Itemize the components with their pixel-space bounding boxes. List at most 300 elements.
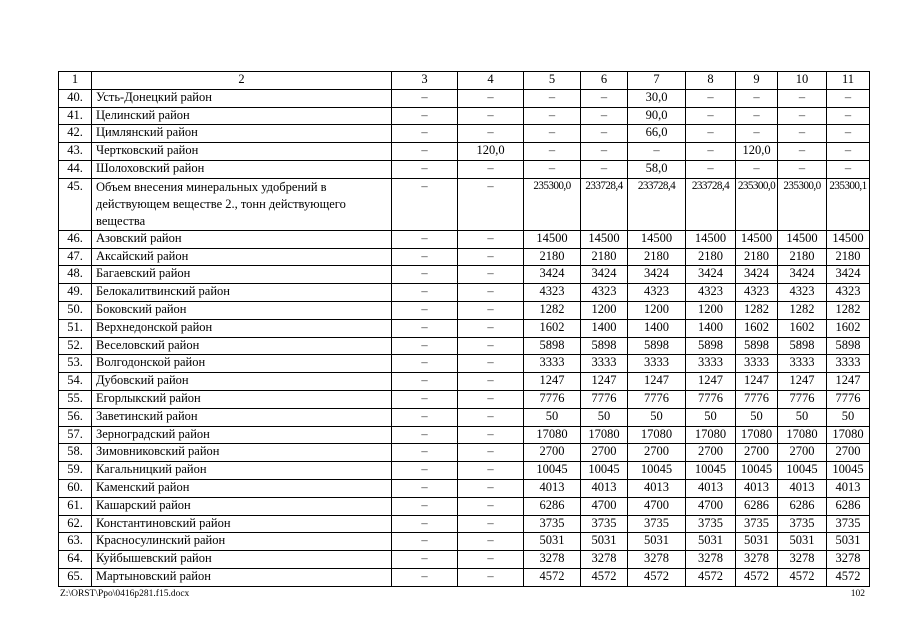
value-cell: 3333 — [736, 355, 778, 373]
value-cell: – — [392, 444, 458, 462]
value-cell: – — [458, 568, 524, 586]
value-cell: – — [392, 107, 458, 125]
value-cell: – — [392, 160, 458, 178]
table-row — [59, 301, 870, 319]
district-name: Веселовский район — [92, 337, 392, 355]
value-cell: 5031 — [686, 533, 736, 551]
row-number: 42. — [59, 125, 92, 143]
value-cell: 2180 — [581, 248, 628, 266]
row-number: 62. — [59, 515, 92, 533]
value-cell: – — [524, 125, 581, 143]
table-row — [59, 143, 870, 161]
table-row — [59, 551, 870, 569]
table-row — [59, 107, 870, 125]
row-number: 46. — [59, 230, 92, 248]
table-row — [59, 230, 870, 248]
value-cell: – — [778, 160, 827, 178]
value-cell: – — [392, 408, 458, 426]
value-cell: 3333 — [628, 355, 686, 373]
value-cell: 1200 — [581, 301, 628, 319]
value-cell: 3424 — [581, 266, 628, 284]
value-cell: 1282 — [827, 301, 870, 319]
value-cell: – — [392, 248, 458, 266]
value-cell: – — [458, 230, 524, 248]
value-cell: – — [736, 160, 778, 178]
value-cell: – — [686, 107, 736, 125]
value-cell: 3278 — [736, 551, 778, 569]
value-cell: – — [458, 284, 524, 302]
value-cell: – — [686, 89, 736, 107]
value-cell: 3424 — [827, 266, 870, 284]
value-cell: 7776 — [581, 390, 628, 408]
value-cell: 17080 — [736, 426, 778, 444]
table-row — [59, 284, 870, 302]
row-number: 58. — [59, 444, 92, 462]
table-row — [59, 408, 870, 426]
value-cell: 4323 — [686, 284, 736, 302]
row-number: 61. — [59, 497, 92, 515]
value-cell: 3424 — [778, 266, 827, 284]
value-cell: – — [686, 125, 736, 143]
value-cell: 120,0 — [458, 143, 524, 161]
value-cell: 3278 — [628, 551, 686, 569]
value-cell: 3735 — [736, 515, 778, 533]
district-name: Объем внесения минеральных удобрений в действующем веществе 2., тонн действующего вещества — [92, 178, 392, 230]
value-cell: 10045 — [628, 462, 686, 480]
value-cell: 5031 — [736, 533, 778, 551]
value-cell: 2700 — [778, 444, 827, 462]
value-cell: 1282 — [778, 301, 827, 319]
value-cell: 7776 — [686, 390, 736, 408]
value-cell: 10045 — [686, 462, 736, 480]
value-cell: 1282 — [736, 301, 778, 319]
value-cell: – — [392, 515, 458, 533]
value-cell: 2180 — [736, 248, 778, 266]
row-number: 65. — [59, 568, 92, 586]
value-cell: 1247 — [628, 373, 686, 391]
value-cell: 2180 — [778, 248, 827, 266]
value-cell: 10045 — [581, 462, 628, 480]
district-name: Верхнедонской район — [92, 319, 392, 337]
header-cell: 3 — [392, 72, 458, 90]
value-cell: 4323 — [581, 284, 628, 302]
district-name: Константиновский район — [92, 515, 392, 533]
value-cell: – — [458, 497, 524, 515]
value-cell: 3278 — [581, 551, 628, 569]
value-cell: 7776 — [628, 390, 686, 408]
value-cell: – — [458, 479, 524, 497]
row-number: 44. — [59, 160, 92, 178]
table-row — [59, 248, 870, 266]
table-row — [59, 533, 870, 551]
value-cell: 5898 — [628, 337, 686, 355]
value-cell: 4013 — [686, 479, 736, 497]
value-cell: 4323 — [778, 284, 827, 302]
value-cell: – — [524, 89, 581, 107]
value-cell: 2700 — [628, 444, 686, 462]
value-cell: – — [736, 89, 778, 107]
value-cell: 3735 — [628, 515, 686, 533]
value-cell: 5031 — [628, 533, 686, 551]
value-cell: – — [392, 301, 458, 319]
value-cell: – — [458, 301, 524, 319]
value-cell: 1602 — [827, 319, 870, 337]
value-cell: – — [524, 160, 581, 178]
data-table — [58, 71, 870, 587]
district-name: Боковский район — [92, 301, 392, 319]
header-cell: 8 — [686, 72, 736, 90]
district-name: Куйбышевский район — [92, 551, 392, 569]
header-cell: 11 — [827, 72, 870, 90]
value-cell: – — [778, 89, 827, 107]
value-cell: – — [827, 125, 870, 143]
value-cell: 235300,0 — [736, 178, 778, 230]
value-cell: – — [458, 533, 524, 551]
value-cell: 66,0 — [628, 125, 686, 143]
table-row — [59, 568, 870, 586]
value-cell: 4572 — [686, 568, 736, 586]
value-cell: – — [392, 533, 458, 551]
value-cell: 3278 — [524, 551, 581, 569]
value-cell: 5898 — [686, 337, 736, 355]
table-row — [59, 160, 870, 178]
page-number: 102 — [850, 589, 865, 599]
value-cell: 1247 — [524, 373, 581, 391]
value-cell: 5031 — [524, 533, 581, 551]
value-cell: – — [458, 515, 524, 533]
value-cell: 3735 — [827, 515, 870, 533]
value-cell: 4013 — [736, 479, 778, 497]
value-cell: 5898 — [778, 337, 827, 355]
value-cell: 3333 — [827, 355, 870, 373]
district-name: Зерноградский район — [92, 426, 392, 444]
row-number: 45. — [59, 178, 92, 230]
value-cell: – — [392, 143, 458, 161]
value-cell: 14500 — [628, 230, 686, 248]
value-cell: 4013 — [778, 479, 827, 497]
district-name: Кагальницкий район — [92, 462, 392, 480]
value-cell: – — [736, 107, 778, 125]
table-row — [59, 426, 870, 444]
value-cell: 4572 — [827, 568, 870, 586]
value-cell: 4700 — [581, 497, 628, 515]
value-cell: 17080 — [686, 426, 736, 444]
value-cell: 14500 — [524, 230, 581, 248]
value-cell: 1602 — [778, 319, 827, 337]
value-cell: 6286 — [827, 497, 870, 515]
value-cell: 50 — [686, 408, 736, 426]
value-cell: – — [392, 373, 458, 391]
value-cell: – — [458, 390, 524, 408]
value-cell: 1400 — [628, 319, 686, 337]
value-cell: – — [392, 230, 458, 248]
value-cell: 6286 — [524, 497, 581, 515]
value-cell: 4013 — [581, 479, 628, 497]
district-name: Волгодонской район — [92, 355, 392, 373]
district-name: Цимлянский район — [92, 125, 392, 143]
value-cell: 4700 — [686, 497, 736, 515]
value-cell: 6286 — [778, 497, 827, 515]
value-cell: – — [778, 125, 827, 143]
value-cell: – — [392, 337, 458, 355]
value-cell: 3735 — [524, 515, 581, 533]
value-cell: 14500 — [827, 230, 870, 248]
value-cell: 4572 — [778, 568, 827, 586]
value-cell: – — [827, 107, 870, 125]
district-name: Заветинский район — [92, 408, 392, 426]
value-cell: – — [392, 319, 458, 337]
value-cell: – — [458, 462, 524, 480]
value-cell: – — [581, 160, 628, 178]
footer-file-path: Z:\ORST\Ppo\0416p281.f15.docx — [60, 589, 190, 599]
value-cell: 5898 — [581, 337, 628, 355]
value-cell: 17080 — [827, 426, 870, 444]
value-cell: – — [392, 568, 458, 586]
header-cell: 10 — [778, 72, 827, 90]
value-cell: – — [458, 355, 524, 373]
value-cell: – — [458, 107, 524, 125]
district-name: Красносулинский район — [92, 533, 392, 551]
value-cell: – — [458, 266, 524, 284]
header-cell: 7 — [628, 72, 686, 90]
value-cell: – — [524, 143, 581, 161]
value-cell: – — [392, 284, 458, 302]
value-cell: 5898 — [524, 337, 581, 355]
value-cell: 3424 — [736, 266, 778, 284]
value-cell: – — [628, 143, 686, 161]
value-cell: – — [392, 266, 458, 284]
district-name: Чертковский район — [92, 143, 392, 161]
value-cell: 4013 — [524, 479, 581, 497]
table-row — [59, 266, 870, 284]
value-cell: 2180 — [524, 248, 581, 266]
district-name: Каменский район — [92, 479, 392, 497]
value-cell: 3333 — [778, 355, 827, 373]
value-cell: 10045 — [827, 462, 870, 480]
value-cell: 6286 — [736, 497, 778, 515]
value-cell: 90,0 — [628, 107, 686, 125]
value-cell: 4323 — [524, 284, 581, 302]
value-cell: – — [458, 426, 524, 444]
value-cell: 7776 — [524, 390, 581, 408]
value-cell: 7776 — [736, 390, 778, 408]
row-number: 57. — [59, 426, 92, 444]
value-cell: 30,0 — [628, 89, 686, 107]
value-cell: 4572 — [628, 568, 686, 586]
table-row — [59, 462, 870, 480]
value-cell: 10045 — [736, 462, 778, 480]
row-number: 50. — [59, 301, 92, 319]
row-number: 55. — [59, 390, 92, 408]
value-cell: 1200 — [686, 301, 736, 319]
value-cell: 2700 — [686, 444, 736, 462]
value-cell: 1400 — [686, 319, 736, 337]
value-cell: 2700 — [581, 444, 628, 462]
table-row — [59, 319, 870, 337]
district-name: Кашарский район — [92, 497, 392, 515]
value-cell: – — [458, 319, 524, 337]
value-cell: 1247 — [581, 373, 628, 391]
value-cell: – — [392, 390, 458, 408]
table-row — [59, 355, 870, 373]
row-number: 47. — [59, 248, 92, 266]
value-cell: 2180 — [628, 248, 686, 266]
value-cell: 2700 — [524, 444, 581, 462]
table-row — [59, 479, 870, 497]
district-name: Шолоховский район — [92, 160, 392, 178]
value-cell: 10045 — [524, 462, 581, 480]
value-cell: 14500 — [736, 230, 778, 248]
table-row — [59, 373, 870, 391]
district-name: Азовский район — [92, 230, 392, 248]
table-row — [59, 515, 870, 533]
value-cell: 1282 — [524, 301, 581, 319]
value-cell: 4572 — [524, 568, 581, 586]
row-number: 48. — [59, 266, 92, 284]
value-cell: 1400 — [581, 319, 628, 337]
value-cell: – — [392, 355, 458, 373]
value-cell: – — [581, 107, 628, 125]
value-cell: 4013 — [628, 479, 686, 497]
value-cell: – — [581, 125, 628, 143]
value-cell: – — [458, 89, 524, 107]
row-number: 53. — [59, 355, 92, 373]
value-cell: 2180 — [686, 248, 736, 266]
value-cell: 50 — [778, 408, 827, 426]
value-cell: 50 — [736, 408, 778, 426]
table-row — [59, 444, 870, 462]
value-cell: 4323 — [628, 284, 686, 302]
value-cell: 5898 — [827, 337, 870, 355]
value-cell: – — [458, 178, 524, 230]
value-cell: 3424 — [686, 266, 736, 284]
value-cell: – — [392, 89, 458, 107]
value-cell: 5031 — [827, 533, 870, 551]
value-cell: 2700 — [736, 444, 778, 462]
table-row — [59, 337, 870, 355]
value-cell: 233728,4 — [581, 178, 628, 230]
value-cell: – — [581, 89, 628, 107]
value-cell: 5898 — [736, 337, 778, 355]
district-name: Мартыновский район — [92, 568, 392, 586]
value-cell: 17080 — [581, 426, 628, 444]
value-cell: 233728,4 — [686, 178, 736, 230]
district-name: Целинский район — [92, 107, 392, 125]
value-cell: 1247 — [778, 373, 827, 391]
value-cell: – — [392, 479, 458, 497]
value-cell: 2700 — [827, 444, 870, 462]
row-number: 41. — [59, 107, 92, 125]
value-cell: – — [458, 337, 524, 355]
row-number: 64. — [59, 551, 92, 569]
value-cell: 3278 — [827, 551, 870, 569]
row-number: 52. — [59, 337, 92, 355]
value-cell: 17080 — [628, 426, 686, 444]
row-number: 56. — [59, 408, 92, 426]
value-cell: 7776 — [778, 390, 827, 408]
table-row — [59, 390, 870, 408]
table-row — [59, 89, 870, 107]
value-cell: 3278 — [686, 551, 736, 569]
table-row — [59, 125, 870, 143]
row-number: 49. — [59, 284, 92, 302]
value-cell: 58,0 — [628, 160, 686, 178]
value-cell: 10045 — [778, 462, 827, 480]
value-cell: 14500 — [778, 230, 827, 248]
header-cell: 2 — [92, 72, 392, 90]
value-cell: – — [827, 160, 870, 178]
value-cell: – — [392, 497, 458, 515]
value-cell: – — [778, 107, 827, 125]
value-cell: – — [458, 444, 524, 462]
value-cell: 50 — [827, 408, 870, 426]
value-cell: 7776 — [827, 390, 870, 408]
value-cell: 17080 — [524, 426, 581, 444]
value-cell: – — [778, 143, 827, 161]
district-name: Багаевский район — [92, 266, 392, 284]
row-number: 63. — [59, 533, 92, 551]
value-cell: 3333 — [581, 355, 628, 373]
value-cell: 1602 — [524, 319, 581, 337]
value-cell: – — [827, 143, 870, 161]
value-cell: 1247 — [827, 373, 870, 391]
value-cell: – — [392, 178, 458, 230]
value-cell: – — [392, 462, 458, 480]
value-cell: 5031 — [581, 533, 628, 551]
value-cell: 3735 — [581, 515, 628, 533]
value-cell: – — [458, 248, 524, 266]
value-cell: 3333 — [686, 355, 736, 373]
value-cell: – — [392, 426, 458, 444]
value-cell: 2180 — [827, 248, 870, 266]
row-number: 51. — [59, 319, 92, 337]
table-row — [59, 178, 870, 230]
value-cell: 3735 — [686, 515, 736, 533]
value-cell: 17080 — [778, 426, 827, 444]
value-cell: 3735 — [778, 515, 827, 533]
value-cell: 50 — [524, 408, 581, 426]
value-cell: 120,0 — [736, 143, 778, 161]
value-cell: – — [458, 551, 524, 569]
value-cell: – — [458, 373, 524, 391]
header-cell: 4 — [458, 72, 524, 90]
value-cell: 3424 — [628, 266, 686, 284]
value-cell: 50 — [628, 408, 686, 426]
header-cell: 1 — [59, 72, 92, 90]
value-cell: 1602 — [736, 319, 778, 337]
value-cell: 4572 — [581, 568, 628, 586]
value-cell: 1247 — [686, 373, 736, 391]
value-cell: 235300,0 — [524, 178, 581, 230]
value-cell: 4700 — [628, 497, 686, 515]
value-cell: 4323 — [736, 284, 778, 302]
district-name: Егорлыкский район — [92, 390, 392, 408]
district-name: Дубовский район — [92, 373, 392, 391]
value-cell: 4013 — [827, 479, 870, 497]
district-name: Зимовниковский район — [92, 444, 392, 462]
value-cell: – — [581, 143, 628, 161]
value-cell: – — [686, 160, 736, 178]
value-cell: 3333 — [524, 355, 581, 373]
value-cell: – — [458, 125, 524, 143]
row-number: 40. — [59, 89, 92, 107]
header-row — [59, 72, 870, 90]
value-cell: 235300,0 — [778, 178, 827, 230]
row-number: 60. — [59, 479, 92, 497]
value-cell: 3278 — [778, 551, 827, 569]
row-number: 59. — [59, 462, 92, 480]
value-cell: 1200 — [628, 301, 686, 319]
